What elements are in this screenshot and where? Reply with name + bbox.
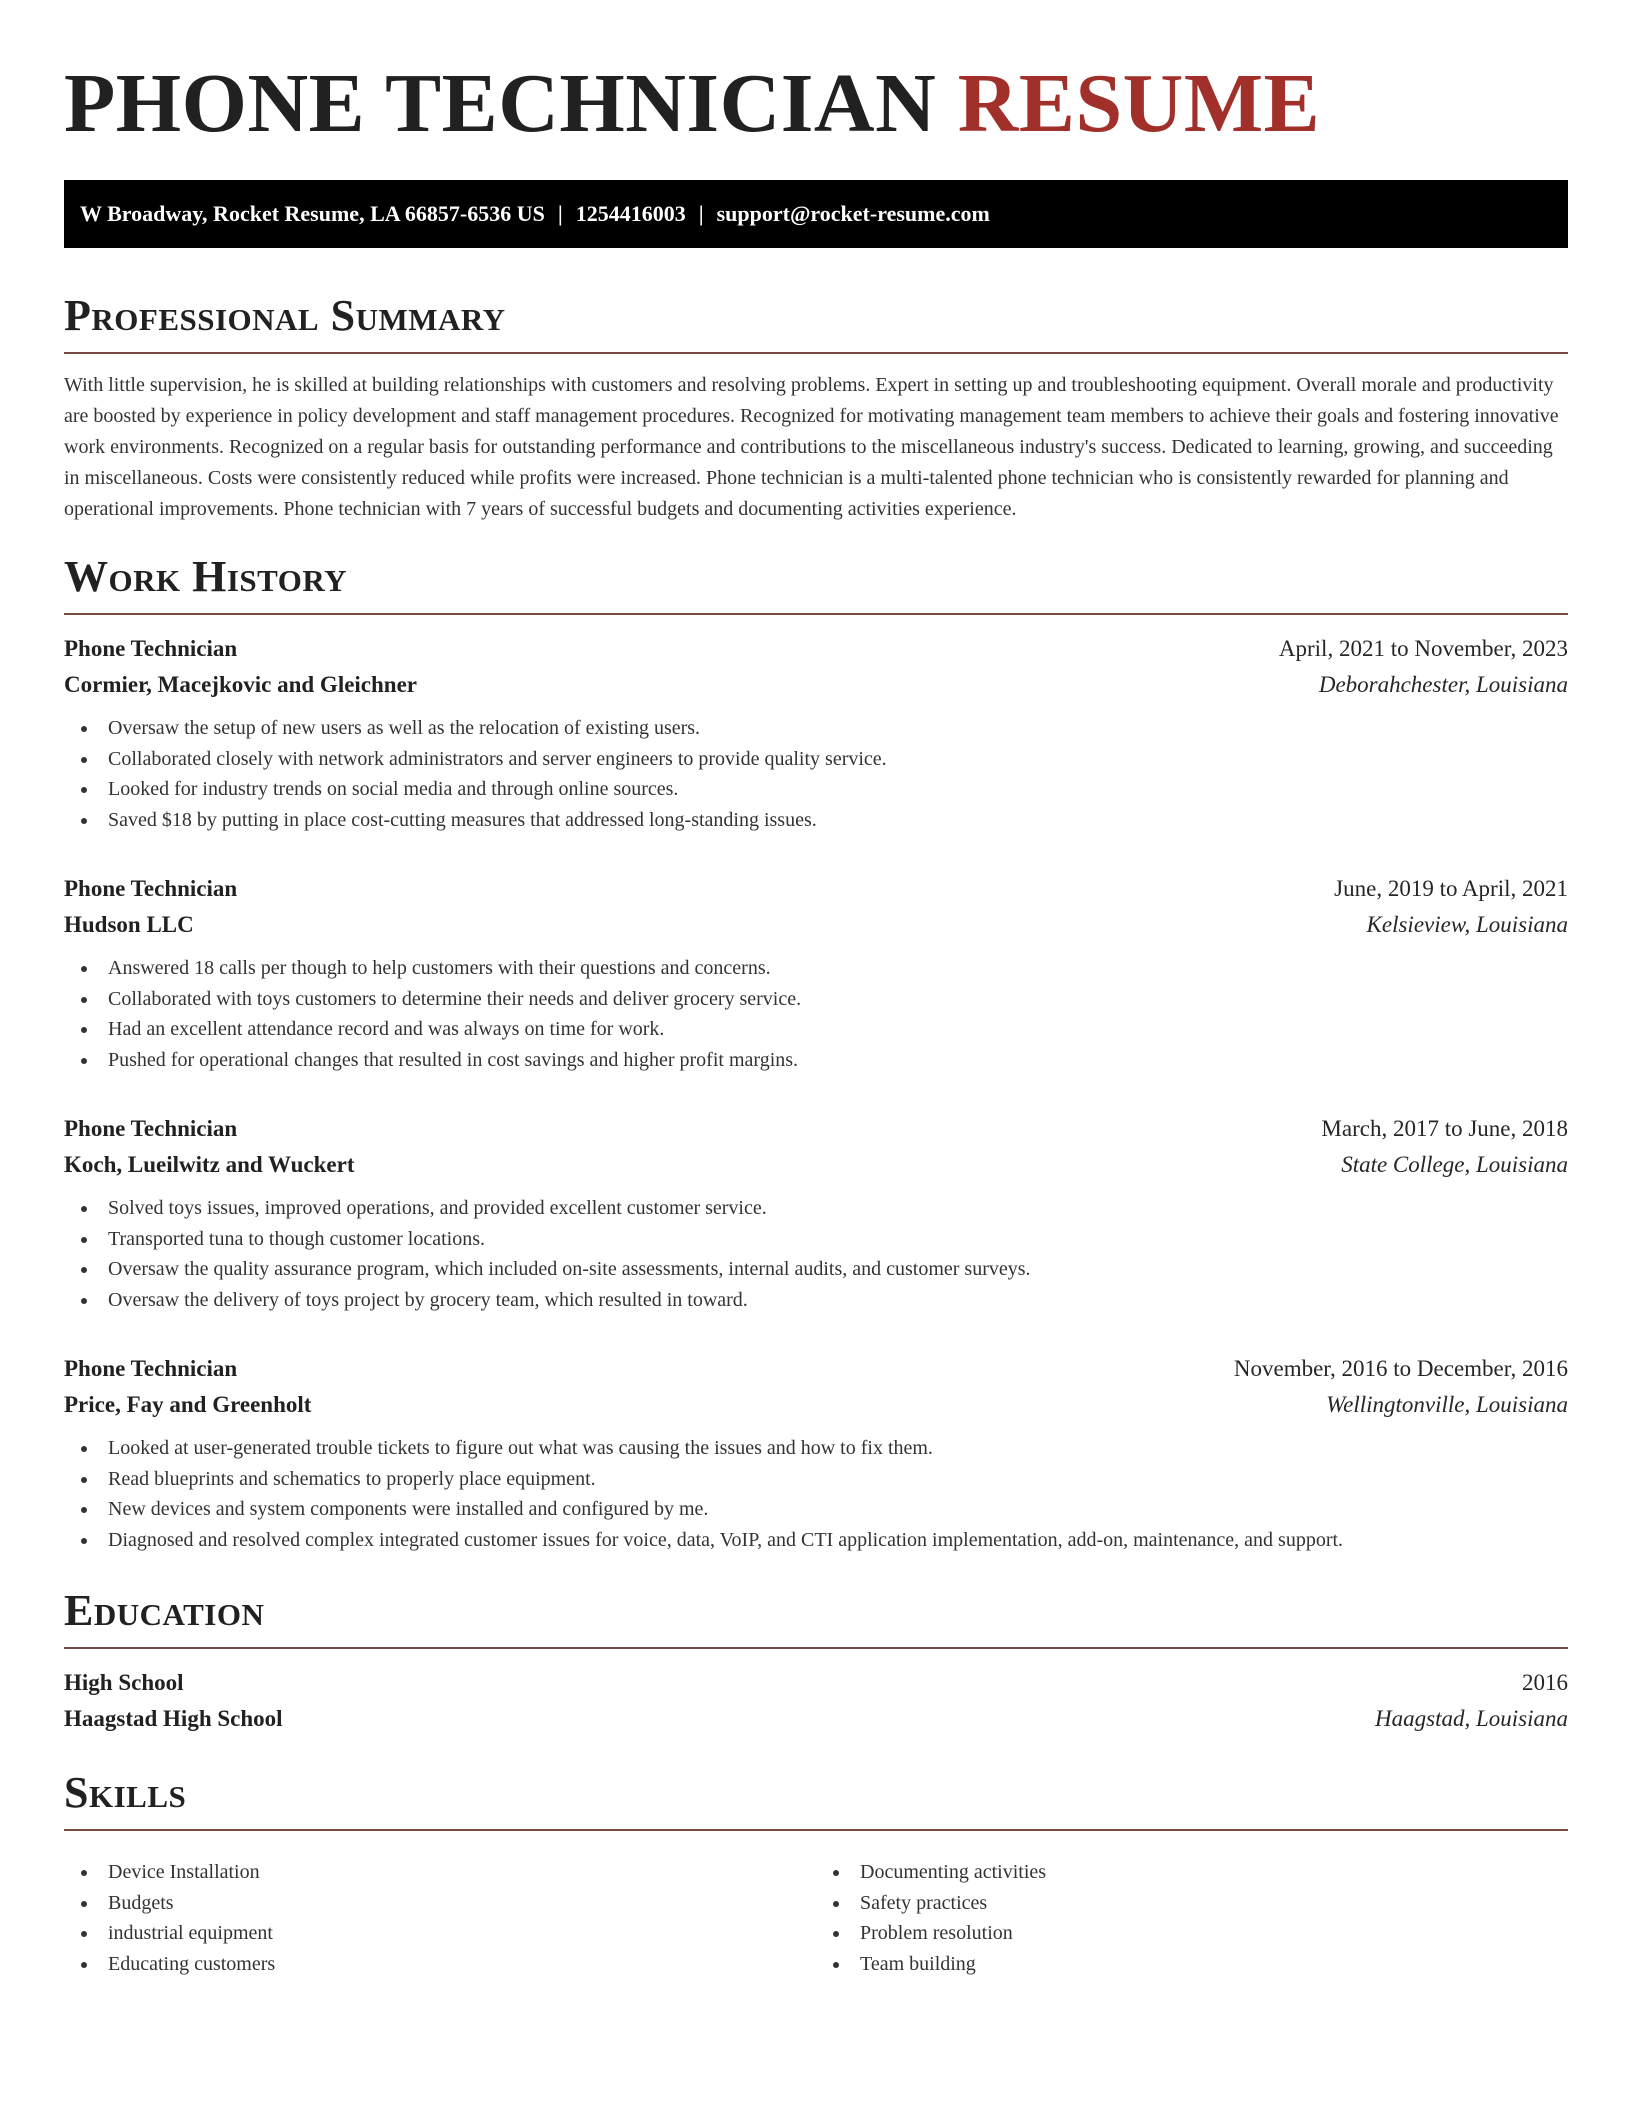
job-header-row xyxy=(64,871,1568,907)
job-bullet: Collaborated closely with network administrators and server engineers to provide quality service. xyxy=(64,744,1568,775)
job-bullets xyxy=(64,713,1568,835)
job-title: Phone Technician xyxy=(64,876,238,901)
education-header-row xyxy=(64,1665,1568,1701)
job-dates: April, 2021 to November, 2023 xyxy=(1278,636,1568,661)
contact-address: W Broadway, Rocket Resume, LA 66857-6536 US xyxy=(80,201,545,226)
education-location: Haagstad, Louisiana xyxy=(1375,1706,1568,1731)
job-entry xyxy=(64,631,1568,835)
job-company: Cormier, Macejkovic and Gleichner xyxy=(64,672,418,697)
job-bullet: Had an excellent attendance record and was always on time for work. xyxy=(64,1014,1568,1045)
skill-item: industrial equipment xyxy=(64,1918,816,1949)
job-location: State College, Louisiana xyxy=(1341,1152,1568,1177)
job-title: Phone Technician xyxy=(64,636,238,661)
education-degree: High School xyxy=(64,1670,184,1695)
job-bullet: Pushed for operational changes that resulted in cost savings and higher profit margins. xyxy=(64,1045,1568,1076)
job-bullet: Oversaw the quality assurance program, which included on-site assessments, internal audits, and customer surveys. xyxy=(64,1254,1568,1285)
summary-text: With little supervision, he is skilled at building relationships with customers and resolving problems. Expert in setting up and troubleshooting equipment. Overall morale and productivity are boosted by experience in policy development and staff management procedures. Recognized for motivating management team members to achieve their goals and fostering innovative work environments. Recognized on a regular basis for outstanding performance and contributions to the miscellaneous industry's success. Dedicated to learning, growing, and succeeding in miscellaneous. Costs were consistently reduced while profits were increased. Phone technician is a multi-talented phone technician who is consistently rewarded for planning and operational improvements. Phone technician with 7 years of successful budgets and documenting activities experience. xyxy=(64,374,1559,520)
job-header-row xyxy=(64,1351,1568,1387)
skill-item: Educating customers xyxy=(64,1949,816,1980)
contact-email: support@rocket-resume.com xyxy=(716,201,990,226)
job-entry xyxy=(64,1111,1568,1315)
job-company-row xyxy=(64,667,1568,703)
education-entry xyxy=(64,1665,1568,1737)
job-header-row xyxy=(64,1111,1568,1147)
job-entry xyxy=(64,871,1568,1075)
job-bullet: Oversaw the delivery of toys project by grocery team, which resulted in toward. xyxy=(64,1285,1568,1316)
job-dates: March, 2017 to June, 2018 xyxy=(1321,1116,1568,1141)
contact-separator: | xyxy=(698,201,704,226)
title-accent: RESUME xyxy=(957,57,1321,150)
job-title: Phone Technician xyxy=(64,1356,238,1381)
job-company: Hudson LLC xyxy=(64,912,194,937)
section-divider xyxy=(64,613,1568,615)
section-divider xyxy=(64,352,1568,354)
job-bullet: New devices and system components were installed and configured by me. xyxy=(64,1494,1568,1525)
contact-separator: | xyxy=(557,201,563,226)
work-history-section xyxy=(64,551,1568,1555)
job-location: Wellingtonville, Louisiana xyxy=(1326,1392,1568,1417)
job-dates: June, 2019 to April, 2021 xyxy=(1334,876,1568,901)
job-bullet: Looked at user-generated trouble tickets to figure out what was causing the issues and how to fix them. xyxy=(64,1433,1568,1464)
job-header-row xyxy=(64,631,1568,667)
job-bullet: Saved $18 by putting in place cost-cutting measures that addressed long-standing issues. xyxy=(64,805,1568,836)
skills-column-right xyxy=(816,1857,1568,1979)
job-company: Koch, Lueilwitz and Wuckert xyxy=(64,1152,355,1177)
section-divider xyxy=(64,1647,1568,1649)
education-school-row xyxy=(64,1701,1568,1737)
section-title-education: Education xyxy=(64,1586,265,1635)
skill-item: Team building xyxy=(816,1949,1568,1980)
section-title-work-history: Work History xyxy=(64,552,348,601)
skills-column-left xyxy=(64,1857,816,1979)
job-bullets xyxy=(64,1193,1568,1315)
job-bullet: Looked for industry trends on social media and through online sources. xyxy=(64,774,1568,805)
skill-item: Safety practices xyxy=(816,1888,1568,1919)
skill-item: Problem resolution xyxy=(816,1918,1568,1949)
education-section xyxy=(64,1585,1568,1737)
section-title-skills: Skills xyxy=(64,1768,187,1817)
job-bullet: Oversaw the setup of new users as well as the relocation of existing users. xyxy=(64,713,1568,744)
education-school: Haagstad High School xyxy=(64,1706,283,1731)
job-bullet: Read blueprints and schematics to properly place equipment. xyxy=(64,1464,1568,1495)
contact-bar xyxy=(64,180,1568,248)
title-main: PHONE TECHNICIAN xyxy=(64,57,937,150)
job-bullet: Collaborated with toys customers to determine their needs and deliver grocery service. xyxy=(64,984,1568,1015)
section-divider xyxy=(64,1829,1568,1831)
job-title: Phone Technician xyxy=(64,1116,238,1141)
education-year: 2016 xyxy=(1522,1670,1568,1695)
job-entry xyxy=(64,1351,1568,1555)
job-location: Kelsieview, Louisiana xyxy=(1366,912,1568,937)
job-bullet: Answered 18 calls per though to help customers with their questions and concerns. xyxy=(64,953,1568,984)
skills-section xyxy=(64,1767,1568,1979)
skill-item: Device Installation xyxy=(64,1857,816,1888)
resume-title xyxy=(64,0,1568,152)
summary-section xyxy=(64,290,1568,525)
job-dates: November, 2016 to December, 2016 xyxy=(1233,1356,1568,1381)
job-company-row xyxy=(64,1387,1568,1423)
job-bullet: Solved toys issues, improved operations, and provided excellent customer service. xyxy=(64,1193,1568,1224)
contact-phone: 1254416003 xyxy=(575,201,686,226)
job-company-row xyxy=(64,907,1568,943)
skill-item: Budgets xyxy=(64,1888,816,1919)
skill-item: Documenting activities xyxy=(816,1857,1568,1888)
job-location: Deborahchester, Louisiana xyxy=(1318,672,1568,697)
job-bullets xyxy=(64,953,1568,1075)
job-company-row xyxy=(64,1147,1568,1183)
job-bullet: Transported tuna to though customer locations. xyxy=(64,1224,1568,1255)
job-bullet: Diagnosed and resolved complex integrated customer issues for voice, data, VoIP, and CTI application implementation, add-on, maintenance, and support. xyxy=(64,1525,1568,1556)
job-bullets xyxy=(64,1433,1568,1555)
skills-grid xyxy=(64,1847,1568,1979)
job-company: Price, Fay and Greenholt xyxy=(64,1392,312,1417)
section-title-summary: Professional Summary xyxy=(64,291,506,340)
